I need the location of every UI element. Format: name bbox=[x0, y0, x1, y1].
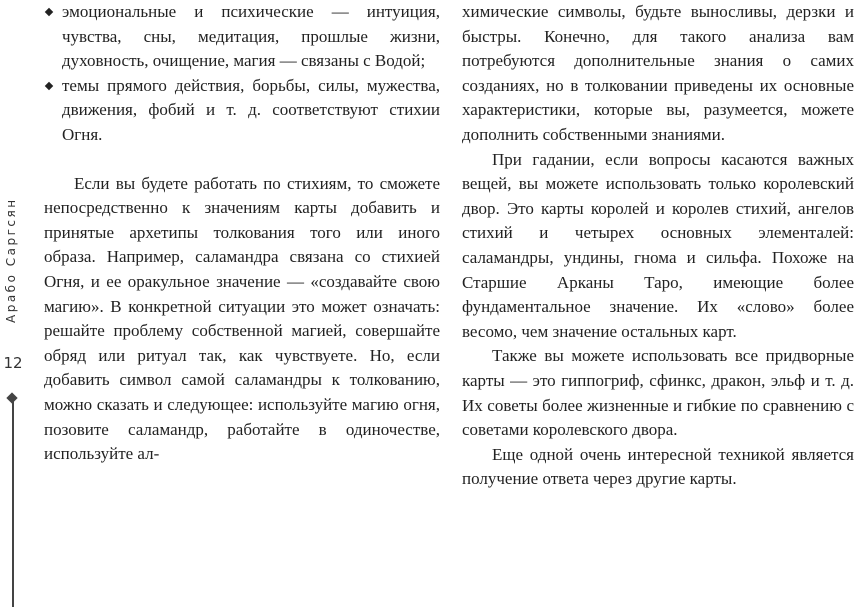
author-name: Арабо Саргсян bbox=[4, 197, 18, 323]
bullet-text: эмоциональные и психические — интуиция, чувства, сны, медитация, прошлые жизни, духовность, очищение, магия — связаны с Водой; bbox=[62, 2, 440, 71]
bullet-text: темы прямого действия, борьбы, силы, мужества, движения, фобий и т. д. соответствуют стихии Огня. bbox=[62, 75, 440, 144]
right-column bbox=[462, 0, 854, 492]
body-paragraph: Если вы будете работать по стихиям, то сможете непосредственно к значениям карты добавить и принятые архетипы толкования того или иного образа. Например, саламандра связана со стихией Огня, и ее оракульное значение — «создавайте свою магию». В конкретной ситуации это может означать: решайте проблему собственной магией, совершайте обряд или ритуал так, как чувствуете. Но, если добавить символ самой саламандры к толкованию, можно сказать и следующее: используйте магию огня, позовите саламандр, работайте в одиночестве, используйте ал- bbox=[44, 173, 440, 464]
diamond-bullet-icon bbox=[45, 8, 53, 16]
bullet-list bbox=[44, 0, 440, 148]
bullet-item bbox=[44, 0, 440, 74]
bullet-item bbox=[44, 74, 440, 148]
body-paragraph: Также вы можете использовать все придворные карты — это гиппогриф, сфинкс, дракон, эльф и т. д. Их советы более жизненные и гибкие по сравнению с советами королевского двора. bbox=[462, 346, 854, 440]
diamond-bullet-icon bbox=[45, 82, 53, 90]
page-number: 12 bbox=[3, 354, 23, 372]
continued-paragraph: химические символы, будьте выносливы, дерзки и быстры. Конечно, для такого анализа вам потребуются дополнительные знания о самих созданиях, но в толковании приведены их основные характеристики, которые вы, разумеется, можете дополнить собственными знаниями. bbox=[462, 2, 854, 144]
body-paragraph: Еще одной очень интересной техникой является получение ответа через другие карты. bbox=[462, 444, 854, 489]
body-paragraph: При гадании, если вопросы касаются важных вещей, вы можете использовать только королевский двор. Это карты королей и королев стихий, ангелов стихий и четырех основных элементалей: саламандры, ундины, гнома и сильфа. Похоже на Старшие Арканы Таро, имеющие более фундаментальное значение. Их «слово» более весомо, чем значение остальных карт. bbox=[462, 149, 854, 341]
margin-rule bbox=[12, 398, 14, 607]
left-column bbox=[44, 0, 440, 467]
